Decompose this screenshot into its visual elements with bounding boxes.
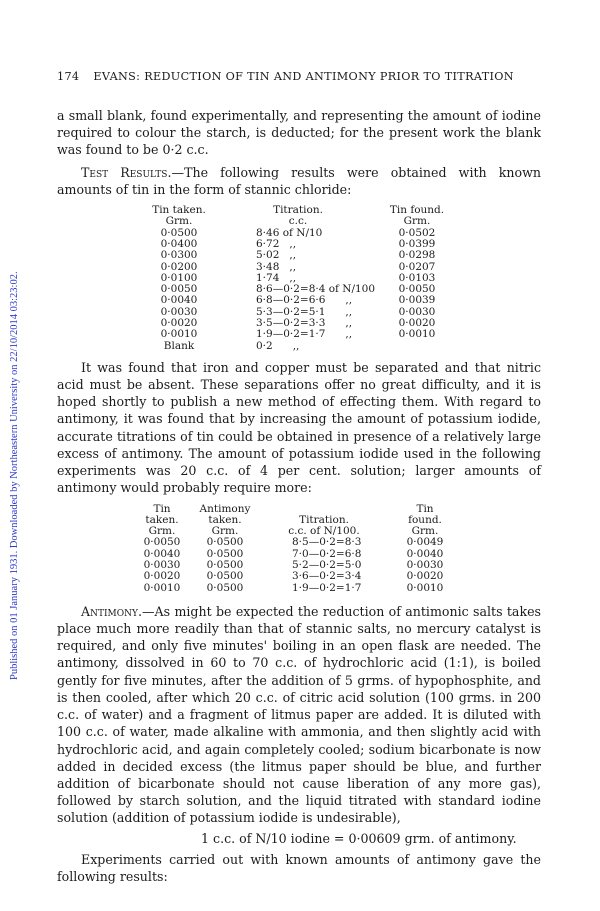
column-header: Antimony taken. Grm. [199,502,251,538]
paragraph-test-results [57,164,541,198]
table-cell: 5·02 ,, [256,249,297,262]
table-cell: 1·9—0·2=1·7 ,, [256,328,353,341]
table-cell: 8·6—0·2=8·4 of N/100 [256,283,376,296]
table-cell: 0·0400 [160,237,198,250]
table-cell [386,341,448,352]
table-cell: 0·0399 [398,237,436,250]
table-row [148,329,448,340]
page-content [57,70,541,885]
table-row [148,341,448,352]
table-cell: 6·8—0·2=6·6 ,, [256,294,353,307]
column-header: Tin found. Grm. [389,204,445,228]
table-cell: 0·0500 [206,547,244,560]
table-cell: 0·0050 [143,536,181,549]
table-header-row [148,205,448,228]
table-cell: 0·0040 [143,547,181,560]
table-cell: 0·0300 [160,249,198,262]
table-cell: 0·0049 [406,536,444,549]
paragraph-iron-copper: It was found that iron and copper must be separated and that nitric acid must be absent. These separations offer no great difficulty, and it is hoped shortly to publish a new method of effecting them. With regard to antimony, it was found that by increasing the amount of potassium iodide, accurate titrations of tin could be obtained in presence of a relatively large excess of antimony. The amount of potassium iodide used in the following experiments was 20 c.c. of 4 per cent. solution; larger amounts of antimony would probably require more: [57,359,541,496]
paragraph-blank: a small blank, found experimentally, and representing the amount of iodine required to colour the starch, is deducted; for the present work the blank was found to be 0·2 c.c. [57,108,541,158]
table-cell: 0·0500 [206,536,244,549]
table-cell: 0·0502 [398,226,436,239]
table-cell: 0·0010 [160,328,198,341]
table-cell: 0·0010 [143,581,181,594]
table-cell: 0·0050 [160,283,198,296]
table-cell: 5·2—0·2=5·0 [292,558,362,571]
table-cell: 0·0030 [398,305,436,318]
table-row [136,583,464,594]
paragraph-antimony-body: —As might be expected the reduction of antimonic salts takes place much more readily than that of stannic salts, no mercury catalyst is required, and only five minutes' boiling in an open flask are needed. The antimony, dissolved in 60 to 70 c.c. of hydrochloric acid (1:1), is boiled gently for five minutes, after the addition of 5 grms. of hypophosphite, and is then cooled, after which 20 c.c. of citric acid solution (100 grms. in 200 c.c. of water) and a fragment of litmus paper are added. It is diluted with 100 c.c. of water, made alkaline with ammonia, and then slightly acid with hydrochloric acid, and again completely cooled; sodium bicarbonate is now added in decided excess (the litmus paper should be blue, and further addition of bicarbonate should not cause liberation of any more gas), followed by starch solution, and the liquid titrated with standard iodine solution (addition of potassium iodide is undesirable), [57,603,541,826]
column-header: Tin taken. Grm. [152,204,206,228]
column-header: Tin taken. Grm. [145,502,179,538]
table-cell: 5·3—0·2=5·1 ,, [256,305,353,318]
table-cell: 0·0500 [206,570,244,583]
table-cell: 0·0200 [160,260,198,273]
table-cell: 0·0207 [398,260,436,273]
table-cell: 0·0040 [406,547,444,560]
table-cell: 0·0500 [206,581,244,594]
tin-results-table [148,205,448,352]
table-cell: 3·5—0·2=3·3 ,, [256,316,353,329]
table-cell: Blank [163,339,195,352]
paragraph-experiments: Experiments carried out with known amounts of antimony gave the following results: [57,851,541,884]
table-row [136,537,464,548]
table-cell: 8·46 of N/10 [256,226,323,239]
page-number: 174 [57,70,80,83]
table-cell: 0·0020 [160,316,198,329]
table-cell: 0·0040 [160,294,198,307]
table-cell: 1·9—0·2=1·7 [292,581,362,594]
table-cell: 8·5—0·2=8·3 [292,536,362,549]
table-cell: 3·6—0·2=3·4 [292,570,362,583]
table-cell: 0·0030 [160,305,198,318]
table-cell: 0·0030 [143,558,181,571]
section-heading-antimony: Antimony. [81,603,142,619]
section-heading-test-results: Test Results. [81,164,172,180]
table-header-row [136,504,464,538]
table-cell: 0·0103 [398,271,436,284]
table-cell: 0·0030 [406,558,444,571]
paragraph-antimony [57,603,541,827]
table-cell: 7·0—0·2=6·8 [292,547,362,560]
running-title: EVANS: REDUCTION OF TIN AND ANTIMONY PRIOR TO TITRATION [93,70,514,83]
table-cell: 3·48 ,, [256,260,297,273]
table-cell: 0·0500 [206,558,244,571]
table-cell: 0·0020 [143,570,181,583]
running-header [57,70,541,83]
download-watermark [0,0,18,911]
table-cell: 0·0298 [398,249,436,262]
equivalence-formula: 1 c.c. of N/10 iodine = 0·00609 grm. of antimony. [201,830,517,846]
table-cell: 0·0010 [398,328,436,341]
table-cell: 0·0500 [160,226,198,239]
table-row [136,571,464,582]
table-cell: 1·74 ,, [256,271,297,284]
table-cell: 0·0050 [398,283,436,296]
table-row [148,295,448,306]
column-header: Titration. c.c. [273,204,323,228]
antimony-tin-table [136,504,464,594]
table-cell: 0·0020 [406,570,444,583]
table-row [148,250,448,261]
column-header: Tin found. Grm. [408,502,442,538]
paragraph-test-results-body: —The following results were obtained with known amounts of tin in the form of stannic chloride: [57,164,541,197]
download-watermark-text: Published on 01 January 1931. Downloaded by Northeastern University on 22/10/2014 03:23:02. [9,271,20,680]
column-header: Titration. c.c. of N/100. [288,513,360,538]
table-cell: 0·2 ,, [256,339,300,352]
table-cell: 6·72 ,, [256,237,297,250]
table-cell: 0·0039 [398,294,436,307]
table-cell: 0·0010 [406,581,444,594]
table-cell: 0·0020 [398,316,436,329]
table-cell: 0·0100 [160,271,198,284]
